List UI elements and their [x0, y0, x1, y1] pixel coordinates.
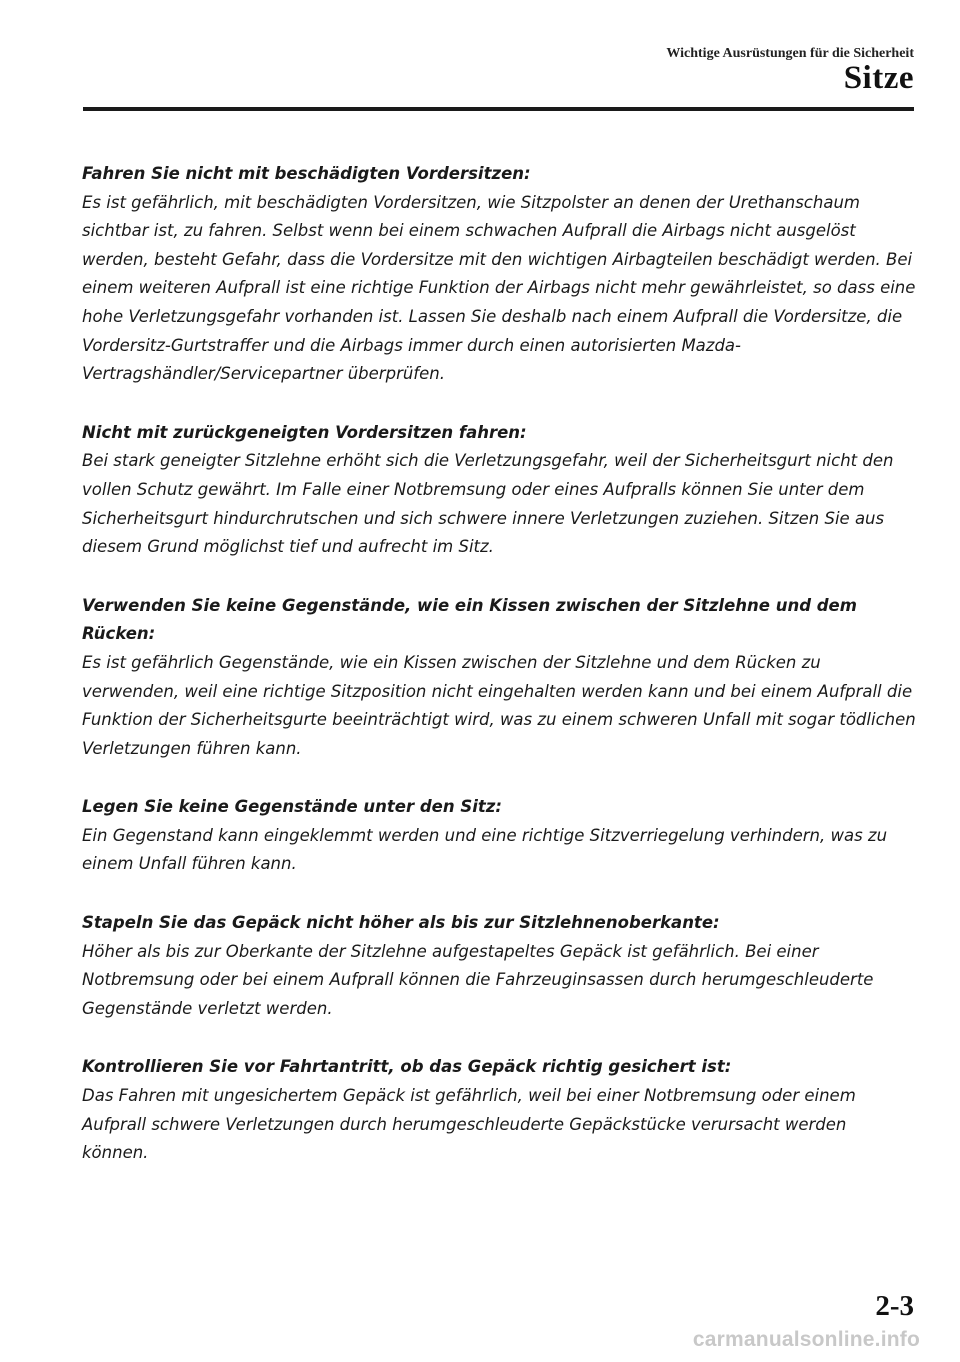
warning-block-damaged-seats: [82, 160, 916, 389]
warning-body: Es ist gefährlich Gegenstände, wie ein Kissen zwischen der Sitzlehne und dem Rücken zu verwenden, weil eine richtige Sitzposition nicht eingehalten werden kann und bei einem Aufprall die Funktion der Sicherheitsgurte beeinträchtigt wird, was zu einem schweren Unfall mit sogar tödlichen Verletzungen führen kann.: [82, 652, 916, 758]
warning-heading: Stapeln Sie das Gepäck nicht höher als bis zur Sitzlehnenoberkante:: [82, 913, 720, 933]
watermark: carmanualsonline.info: [692, 1328, 920, 1351]
warning-block-objects-under-seat: [82, 793, 916, 879]
warning-body: Bei stark geneigter Sitzlehne erhöht sich die Verletzungsgefahr, weil der Sicherheitsgurt nicht den vollen Schutz gewährt. Im Falle einer Notbremsung oder eines Aufpralls können Sie unter dem Sicherheitsgurt hindurchrutschen und sich schwere innere Verletzungen zuziehen. Sitzen Sie aus diesem Grund möglichst tief und aufrecht im Sitz.: [82, 451, 894, 557]
warning-heading: Fahren Sie nicht mit beschädigten Vordersitzen:: [82, 164, 531, 183]
warning-heading: Verwenden Sie keine Gegenstände, wie ein Kissen zwischen der Sitzlehne und dem Rücken:: [82, 595, 857, 644]
warning-heading: Legen Sie keine Gegenstände unter den Sitz:: [82, 797, 502, 817]
warning-text-area: [82, 160, 916, 1198]
header-section-label: Wichtige Ausrüstungen für die Sicherheit: [666, 46, 914, 61]
warning-body: Das Fahren mit ungesichertem Gepäck ist gefährlich, weil bei einer Notbremsung oder einem Aufprall schwere Verletzungen durch herumgeschleuderte Gepäckstücke verursacht werden können.: [82, 1086, 856, 1163]
warning-block-luggage-height: [82, 909, 916, 1023]
warning-block-reclined-seats: [82, 419, 916, 562]
warning-body: Es ist gefährlich, mit beschädigten Vordersitzen, wie Sitzpolster an denen der Urethanschaum sichtbar ist, zu fahren. Selbst wenn bei einem schwachen Aufprall die Airbags nicht ausgelöst werden, besteht Gefahr, dass die Vordersitze mit den wichtigen Airbagteilen beschädigt werden. Bei einem weiteren Aufprall ist eine richtige Funktion der Airbags nicht mehr gewährleistet, so dass eine hohe Verletzungsgefahr vorhanden ist. Lassen Sie deshalb nach einem Aufprall die Vordersitze, die Vordersitz-Gurtstraffer und die Airbags immer durch einen autorisierten Mazda-Vertragshändler/Servicepartner überprüfen.: [82, 192, 916, 384]
page-title: Sitze: [843, 60, 914, 96]
warning-body: Ein Gegenstand kann eingeklemmt werden und eine richtige Sitzverriegelung verhindern, was zu einem Unfall führen kann.: [82, 825, 888, 874]
warning-block-cushion: [82, 592, 916, 764]
warning-heading: Kontrollieren Sie vor Fahrtantritt, ob das Gepäck richtig gesichert ist:: [82, 1057, 732, 1077]
page-number: 2-3: [875, 1290, 914, 1322]
warning-heading: Nicht mit zurückgeneigten Vordersitzen fahren:: [82, 422, 527, 442]
header-divider: [83, 107, 914, 111]
warning-body: Höher als bis zur Oberkante der Sitzlehne aufgestapeltes Gepäck ist gefährlich. Bei einer Notbremsung oder bei einem Aufprall können die Fahrzeuginsassen durch herumgeschleuderte Gegenstände verletzt werden.: [82, 941, 874, 1018]
warning-block-secure-luggage: [82, 1053, 916, 1167]
